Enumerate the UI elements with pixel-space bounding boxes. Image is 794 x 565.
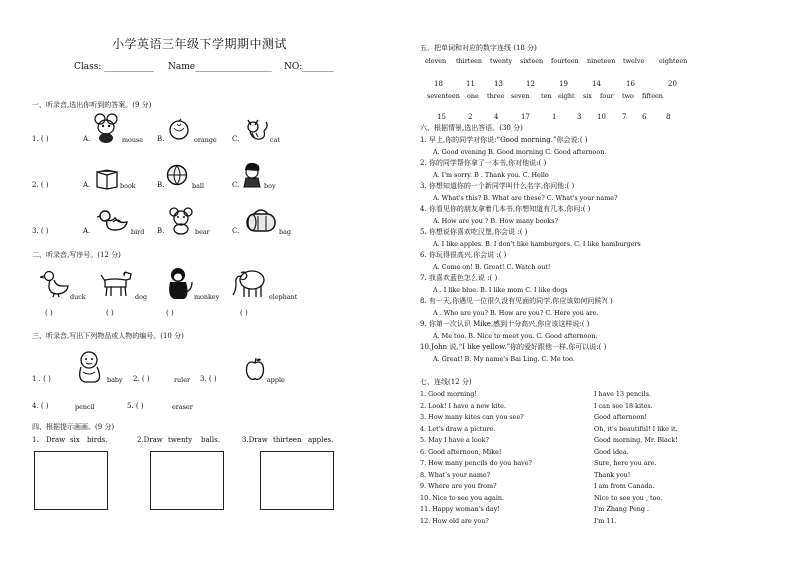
s3-q3-blank[interactable]: 3. ( ) (200, 375, 217, 383)
s5-word[interactable]: six (583, 92, 592, 100)
section7-heading: 七、连线(12 分) (420, 378, 472, 386)
s5-word[interactable]: twelve (623, 57, 645, 65)
s7-right-item[interactable]: I'm 11. (594, 517, 617, 525)
s5-number[interactable]: 20 (668, 80, 677, 88)
cat-picture (244, 116, 270, 142)
s7-right-item[interactable]: Good afternoon! (594, 413, 647, 421)
class-field[interactable]: Class: ___________ (74, 62, 154, 72)
s7-left-item[interactable]: 7. How many pencils do you have? (420, 459, 532, 467)
s6-options[interactable]: A . Who are you? B. How are you? C. Here you are. (433, 309, 599, 317)
s7-left-item[interactable]: 10. Nice to see you again. (420, 494, 505, 502)
s2-blank-dog[interactable]: ( ) (106, 309, 114, 317)
section6-heading: 六、根据情景,选出答语。(30 分) (420, 124, 523, 132)
s4-task2-draw: 2.Draw (137, 436, 163, 444)
s7-right-item[interactable]: Thank you! (594, 471, 631, 479)
section1-heading: 一、听录音,选出你听到的答案。(9 分) (32, 101, 152, 109)
s5-number[interactable]: 17 (521, 113, 530, 121)
s6-options[interactable]: A. How are you ? B. How many books? (433, 217, 559, 225)
s5-word[interactable]: nineteen (587, 57, 616, 65)
s1-q1-word-a: mouse (122, 136, 144, 144)
drawing-box-apples[interactable] (260, 451, 334, 510)
s2-word-duck: duck (70, 293, 86, 301)
section4-heading: 四、根据提示画画。(9 分) (32, 423, 115, 431)
s6-question[interactable]: 8. 有一天,你遇见一位很久没有见面的同学,你应该如何问候?( ) (420, 297, 613, 305)
s6-question[interactable]: 3. 你想知道你的一个新同学叫什么名字,你问他:( ) (420, 182, 575, 190)
s6-question[interactable]: 9. 你第一次认识 Mike,感到十分高兴,你应该这样说:( ) (420, 320, 590, 328)
s3-word-apple: apple (267, 376, 285, 384)
s2-blank-duck[interactable]: ( ) (45, 309, 53, 317)
s7-right-item[interactable]: I can see 18 kites. (594, 402, 653, 410)
s7-right-item[interactable]: Oh, it's beautiful! I like it. (594, 425, 678, 433)
s5-word[interactable]: three (487, 92, 505, 100)
s5-number[interactable]: 6 (642, 113, 647, 121)
s1-q1-option-b[interactable]: B. (157, 135, 165, 143)
s6-question[interactable]: 10.John 说,“I like yellow.”你的爱好跟他一样,你可以说:( ) (420, 343, 607, 351)
s5-number[interactable]: 16 (626, 80, 635, 88)
s3-word-eraser: eraser (172, 403, 193, 411)
s7-left-item[interactable]: 5. May I have a look? (420, 436, 489, 444)
s5-number[interactable]: 11 (466, 80, 475, 88)
s7-right-item[interactable]: I have 13 pencils. (594, 390, 652, 398)
ball-picture (166, 164, 188, 186)
book-picture (95, 168, 119, 190)
s5-word[interactable]: fourteen (551, 57, 579, 65)
s6-question[interactable]: 5. 你想说你喜欢吃汉堡,你会说 :( ) (420, 228, 528, 236)
s6-options[interactable]: A. What's this? B. What are these? C. What's your name? (433, 194, 618, 202)
s3-word-ruler: ruler (174, 376, 191, 384)
s2-word-dog: dog (135, 293, 148, 301)
s1-q1-word-c: cat (270, 136, 280, 144)
name-field[interactable]: Name_________________ (168, 62, 272, 72)
s6-options[interactable]: A. Great! B. My name's Bai Ling. C. Me too. (433, 355, 575, 363)
s6-options[interactable]: A. I'm sorry. B . Thank you. C. Hello (433, 171, 549, 179)
s7-right-item[interactable]: Good morning, Mr. Black! (594, 436, 678, 444)
drawing-box-balls[interactable] (150, 451, 224, 510)
s5-number[interactable]: 13 (494, 80, 503, 88)
s5-number[interactable]: 4 (494, 113, 499, 121)
s5-word[interactable]: eleven (425, 57, 447, 65)
duck-picture (40, 270, 70, 298)
s6-options[interactable]: A. Come on! B. Great! C. Watch out! (433, 263, 551, 271)
s7-right-item[interactable]: I am from Canada. (594, 482, 655, 490)
s3-word-pencil: pencil (75, 403, 95, 411)
s6-options[interactable]: A. Good evening B. Good morning C. Good afternoon. (433, 148, 607, 156)
s6-options[interactable]: A. Me too. B. Nice to meet you. C. Good afternoon. (433, 332, 598, 340)
section5-heading: 五、把单词和对应的数字连线 (18 分) (420, 44, 537, 52)
s6-options[interactable]: A. I like apples. B. I don't like hamburgers. C. I like hamburgers (433, 240, 641, 248)
s1-q3-option-c[interactable]: C. (232, 227, 240, 235)
s1-q2-option-a[interactable]: A. (83, 181, 91, 189)
s4-task3-count: thirteen (273, 436, 302, 444)
s3-word-baby: baby (107, 376, 123, 384)
s5-number[interactable]: 1 (552, 113, 557, 121)
boy-picture (240, 160, 264, 190)
s7-left-item[interactable]: 2. Look! I have a new kite. (420, 402, 506, 410)
drawing-box-birds[interactable] (34, 451, 108, 510)
page-title: 小学英语三年级下学期期中测试 (112, 37, 288, 51)
apple-picture (245, 357, 265, 381)
monkey-picture (164, 266, 194, 300)
s7-left-item[interactable]: 4. Let's draw a picture. (420, 425, 496, 433)
s2-word-monkey: monkey (194, 293, 220, 301)
orange-picture (168, 118, 190, 140)
s7-right-item[interactable]: Good idea. (594, 448, 629, 456)
s5-word[interactable]: seventeen (427, 92, 460, 100)
s5-word[interactable]: eight (558, 92, 575, 100)
s7-right-item[interactable]: Sure, here you are. (594, 459, 657, 467)
s1-q3-blank[interactable]: 3. ( ) (32, 227, 49, 235)
s6-question[interactable]: 6. 你玩得很高兴,你会说 :( ) (420, 251, 507, 259)
s4-task3-object: apples. (308, 436, 334, 444)
s5-word[interactable]: sixteen (520, 57, 544, 65)
dog-picture (100, 268, 134, 298)
s7-left-item[interactable]: 3. How many kites can you see? (420, 413, 524, 421)
s1-q1-option-c[interactable]: C. (232, 135, 240, 143)
s4-task1-object: birds. (87, 436, 108, 444)
s1-q2-option-b[interactable]: B. (157, 181, 165, 189)
s5-number[interactable]: 19 (559, 80, 568, 88)
bird-picture (97, 208, 129, 232)
s5-word[interactable]: thirteen (456, 57, 483, 65)
s7-left-item[interactable]: 6. Good afternoon, Mike! (420, 448, 502, 456)
s5-number[interactable]: 7 (622, 113, 627, 121)
s7-right-item[interactable]: Nice to see you , too. (594, 494, 663, 502)
s1-q2-word-b: ball (192, 182, 204, 190)
number-field[interactable]: NO:_______ (284, 62, 334, 72)
s6-question[interactable]: 4. 你看见你的朋友拿着几本书,你想知道有几本,你问:( ) (420, 205, 591, 213)
s5-number[interactable]: 15 (437, 113, 446, 121)
s7-right-item[interactable]: I'm Zhang Peng . (594, 505, 650, 513)
mouse-picture (93, 113, 121, 143)
s5-word[interactable]: seven (511, 92, 530, 100)
s5-word[interactable]: ten (541, 92, 552, 100)
s4-task2-object: balls. (201, 436, 220, 444)
s7-left-item[interactable]: 1. Good morning! (420, 390, 477, 398)
s5-word[interactable]: four (600, 92, 614, 100)
s4-task1-num: 1. (32, 436, 39, 444)
s4-task2-count: twenty (168, 436, 193, 444)
s3-q2-blank[interactable]: 2. ( ) (133, 375, 150, 383)
s4-task1-count: six (70, 436, 80, 444)
s5-number[interactable]: 8 (666, 113, 671, 121)
bear-picture (168, 207, 194, 235)
s7-left-item[interactable]: 12. How old are you? (420, 517, 489, 525)
s1-q2-option-c[interactable]: C. (232, 181, 240, 189)
s2-blank-elephant[interactable]: ( ) (240, 309, 248, 317)
s5-word[interactable]: eighteen (659, 57, 688, 65)
s6-question[interactable]: 2. 你的同学帮你拿了一本书,你对他说:( ) (420, 159, 547, 167)
s1-q3-word-c: bag (279, 228, 291, 236)
s2-blank-monkey[interactable]: ( ) (166, 309, 174, 317)
s3-q5-blank[interactable]: 5. ( ) (127, 402, 144, 410)
s1-q1-word-b: orange (194, 136, 217, 144)
section2-heading: 二、听录音,写序号。(12 分) (32, 251, 121, 259)
baby-picture (75, 350, 105, 384)
s4-task3-draw: 3.Draw (242, 436, 268, 444)
s2-word-elephant: elephant (269, 293, 298, 301)
s4-task1-draw: Draw (46, 436, 66, 444)
s1-q1-blank[interactable]: 1. ( ) (32, 135, 49, 143)
s1-q1-option-a[interactable]: A. (83, 135, 91, 143)
s1-q3-option-a[interactable]: A. (83, 227, 91, 235)
s5-number[interactable]: 12 (526, 80, 535, 88)
s1-q3-word-b: bear (195, 228, 210, 236)
bag-picture (244, 206, 278, 234)
s6-question[interactable]: 1. 早上,你的同学对你说:“Good morning.”你会说:( ) (420, 136, 588, 144)
s1-q2-word-c: boy (264, 182, 276, 190)
s5-number[interactable]: 3 (577, 113, 582, 121)
section3-heading: 三、听录音,写出下列物品或人物的编号。(10 分) (32, 332, 184, 340)
s5-number[interactable]: 2 (468, 113, 473, 121)
s7-left-item[interactable]: 8. What's your name? (420, 471, 491, 479)
s1-q2-blank[interactable]: 2. ( ) (32, 181, 49, 189)
s6-options[interactable]: A . I like blue. B. I like mom C. I like dogs (433, 286, 568, 294)
s5-number[interactable]: 14 (592, 80, 601, 88)
s6-question[interactable]: 7. 我喜欢蓝色怎么说 :( ) (420, 274, 498, 282)
s5-number[interactable]: 18 (434, 80, 443, 88)
s5-word[interactable]: twenty (490, 57, 513, 65)
s7-left-item[interactable]: 9. Where are you from? (420, 482, 497, 490)
s3-q4-blank[interactable]: 4. ( ) (32, 402, 49, 410)
s5-number[interactable]: 10 (597, 113, 606, 121)
elephant-picture (232, 267, 268, 299)
s5-word[interactable]: fifteen (642, 92, 663, 100)
s5-word[interactable]: one (467, 92, 479, 100)
s1-q3-word-a: bird (131, 228, 145, 236)
s1-q2-word-a: book (120, 182, 136, 190)
s7-left-item[interactable]: 11. Happy woman's day! (420, 505, 500, 513)
s3-q1-blank[interactable]: 1 . ( ) (32, 375, 51, 383)
s1-q3-option-b[interactable]: B. (157, 227, 165, 235)
s5-word[interactable]: two (622, 92, 634, 100)
